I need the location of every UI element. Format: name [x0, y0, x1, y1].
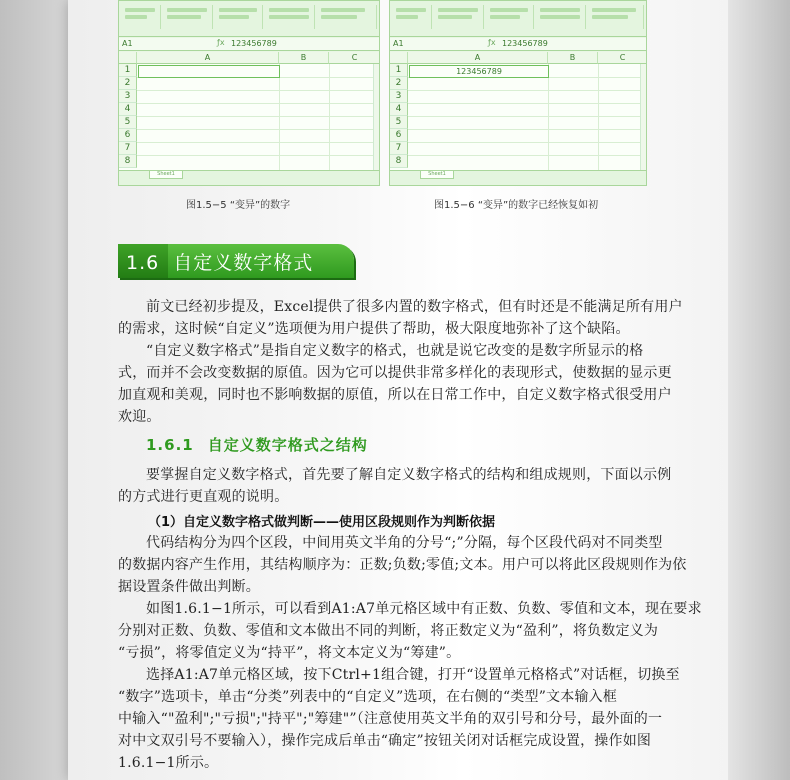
status-bar	[390, 170, 646, 185]
left-page-shadow	[0, 0, 68, 780]
row-header[interactable]: 7	[390, 142, 408, 155]
row-header[interactable]: 3	[119, 90, 137, 103]
sheet-grid	[390, 52, 646, 172]
ribbon	[119, 1, 379, 37]
ribbon	[390, 1, 646, 37]
row-header[interactable]: 5	[390, 116, 408, 129]
text-line: 对中文双引号不要输入），操作完成后单击“确定”按钮关闭对话框完成设置，操作如图	[118, 733, 652, 749]
row-header[interactable]: 2	[390, 77, 408, 90]
formula-bar	[119, 38, 379, 51]
text-line: 的数据内容产生作用，其结构顺序为：正数;负数;零值;文本。用户可以将此区段规则作为依	[118, 557, 687, 573]
text-line: 据设置条件做出判断。	[118, 579, 260, 595]
formula-value[interactable]: 123456789	[502, 39, 548, 48]
sheet-grid	[119, 52, 379, 172]
column-header-c[interactable]: C	[329, 52, 380, 64]
column-header-b[interactable]: B	[279, 52, 329, 64]
column-header-a[interactable]: A	[408, 52, 548, 64]
row-header[interactable]: 2	[119, 77, 137, 90]
row-header[interactable]: 5	[119, 116, 137, 129]
name-box[interactable]: A1	[122, 39, 133, 48]
row-header[interactable]: 1	[390, 64, 408, 77]
column-header-b[interactable]: B	[548, 52, 598, 64]
vertical-scrollbar[interactable]	[640, 64, 646, 170]
fx-icon: ƒx	[488, 38, 496, 47]
text-line: “数字”选项卡，单击“分类”列表中的“自定义”选项，在右侧的“类型”文本输入框	[118, 689, 618, 705]
figure-caption: 图1.5−6 “变异”的数字已经恢复如初	[434, 200, 599, 211]
excel-screenshot-2	[389, 0, 647, 186]
cell-a1[interactable]	[138, 65, 280, 78]
figure-caption: 图1.5−5 “变异”的数字	[186, 200, 291, 211]
corner-cell[interactable]	[119, 52, 137, 64]
formula-value[interactable]: 123456789	[231, 39, 277, 48]
text-line: 分别对正数、负数、零值和文本做出不同的判断，将正数定义为“盈利”，将负数定义为	[118, 623, 659, 639]
text-line: 前文已经初步提及，Excel提供了很多内置的数字格式，但有时还是不能满足所有用户	[146, 299, 683, 315]
section-title: 自定义数字格式	[173, 252, 314, 274]
text-line: 中输入“"盈利";"亏损";"持平";"筹建"”（注意使用英文半角的双引号和分号，最外面的一	[118, 711, 663, 727]
row-header[interactable]: 8	[119, 155, 137, 168]
row-header[interactable]: 4	[390, 103, 408, 116]
cell-a1[interactable]: 123456789	[409, 65, 549, 78]
book-spine	[728, 0, 790, 780]
sheet-tab[interactable]: Sheet1	[149, 171, 183, 179]
row-header[interactable]: 6	[119, 129, 137, 142]
vertical-scrollbar[interactable]	[373, 64, 379, 170]
sheet-tab[interactable]: Sheet1	[420, 171, 454, 179]
text-line: 的方式进行更直观的说明。	[118, 489, 289, 505]
subsection-title: 自定义数字格式之结构	[207, 436, 368, 454]
text-line: 1.6.1−1所示。	[118, 755, 219, 771]
text-line: 的需求，这时候“自定义”选项便为用户提供了帮助，极大限度地弥补了这个缺陷。	[118, 321, 630, 337]
text-line: 如图1.6.1−1所示，可以看到A1:A7单元格区域中有正数、负数、零值和文本，现在要求	[146, 601, 702, 617]
section-number: 1.6	[126, 252, 160, 274]
section-heading	[126, 248, 313, 275]
row-header[interactable]: 4	[119, 103, 137, 116]
text-line: “亏损”，将零值定义为“持平”，将文本定义为“筹建”。	[118, 645, 461, 661]
text-line: 要掌握自定义数字格式，首先要了解自定义数字格式的结构和组成规则，下面以示例	[146, 467, 672, 483]
text-line: 欢迎。	[118, 409, 161, 425]
row-header[interactable]: 3	[390, 90, 408, 103]
corner-cell[interactable]	[390, 52, 408, 64]
subsection-heading	[146, 434, 368, 455]
row-header[interactable]: 7	[119, 142, 137, 155]
status-bar	[119, 170, 379, 185]
excel-screenshot-1	[118, 0, 380, 186]
formula-bar	[390, 38, 646, 51]
column-header-c[interactable]: C	[598, 52, 647, 64]
text-line: “自定义数字格式”是指自定义数字的格式，也就是说它改变的是数字所显示的格	[146, 343, 644, 359]
text-line: 选择A1:A7单元格区域，按下Ctrl+1组合键，打开“设置单元格格式”对话框，切换至	[146, 667, 680, 683]
text-line: 代码结构分为四个区段，中间用英文半角的分号“;”分隔，每个区段代码对不同类型	[146, 535, 663, 551]
subsection-number: 1.6.1	[146, 436, 194, 454]
text-line: 式，而并不会改变数据的原值。因为它可以提供非常多样化的表现形式，使数据的显示更	[118, 365, 672, 381]
row-header[interactable]: 1	[119, 64, 137, 77]
text-line: 加直观和美观，同时也不影响数据的原值，所以在日常工作中，自定义数字格式很受用户	[118, 387, 672, 403]
row-header[interactable]: 8	[390, 155, 408, 168]
name-box[interactable]: A1	[393, 39, 404, 48]
row-header[interactable]: 6	[390, 129, 408, 142]
column-header-a[interactable]: A	[137, 52, 279, 64]
minor-heading: （1）自定义数字格式做判断——使用区段规则作为判断依据	[148, 515, 496, 530]
fx-icon: ƒx	[217, 38, 225, 47]
